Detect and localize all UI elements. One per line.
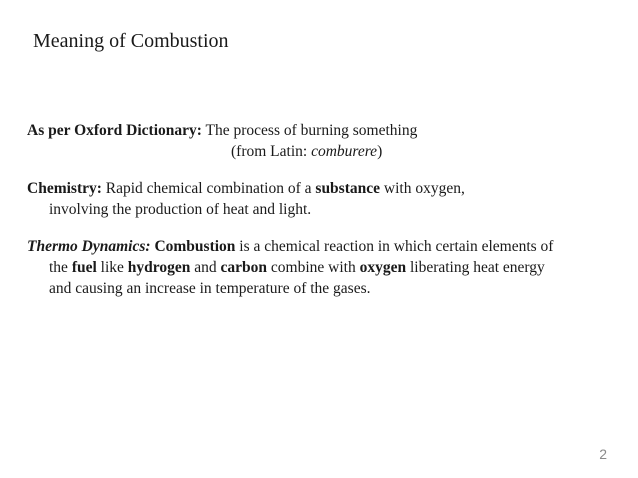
- chemistry-text-2: with oxygen,: [380, 180, 465, 197]
- thermo-fuel: fuel: [71, 259, 97, 276]
- oxford-latin-prefix: (from Latin:: [231, 143, 312, 160]
- page-number: 2: [599, 446, 607, 462]
- oxford-label: As per Oxford Dictionary:: [27, 122, 202, 139]
- chemistry-substance: substance: [315, 180, 381, 197]
- chemistry-text-1: Rapid chemical combination of a: [101, 180, 316, 197]
- slide-title: Meaning of Combustion: [33, 30, 229, 52]
- thermo-text-1: is a chemical reaction in which certain elements of: [235, 238, 554, 255]
- thermo-line-3: and causing an increase in temperature of the gases.: [49, 280, 371, 297]
- thermo-definition: [27, 236, 553, 299]
- oxford-text: The process of burning something: [201, 122, 418, 139]
- chemistry-definition: [27, 178, 465, 220]
- chemistry-line-2: involving the production of heat and light.: [49, 201, 312, 218]
- oxford-definition: [27, 120, 417, 162]
- oxford-latin-word: comburere: [311, 143, 378, 160]
- thermo-l2-t3: and: [190, 259, 221, 276]
- thermo-carbon: carbon: [220, 259, 268, 276]
- thermo-line-1: [27, 236, 553, 257]
- thermo-combustion: Combustion: [154, 238, 236, 255]
- chemistry-line-1: [27, 178, 465, 199]
- thermo-line-2: [27, 257, 553, 278]
- thermo-l2-t4: combine with: [267, 259, 360, 276]
- thermo-hydrogen: hydrogen: [127, 259, 191, 276]
- thermo-l2-t2: like: [96, 259, 128, 276]
- thermo-label: Thermo Dynamics:: [27, 238, 151, 255]
- oxford-line-2: [27, 141, 417, 162]
- oxford-line-1: [27, 120, 417, 141]
- oxford-latin-suffix: ): [377, 143, 383, 160]
- thermo-l2-t1: the: [49, 259, 72, 276]
- chemistry-label: Chemistry:: [27, 180, 102, 197]
- thermo-l2-t5: liberating heat energy: [406, 259, 545, 276]
- thermo-oxygen: oxygen: [359, 259, 407, 276]
